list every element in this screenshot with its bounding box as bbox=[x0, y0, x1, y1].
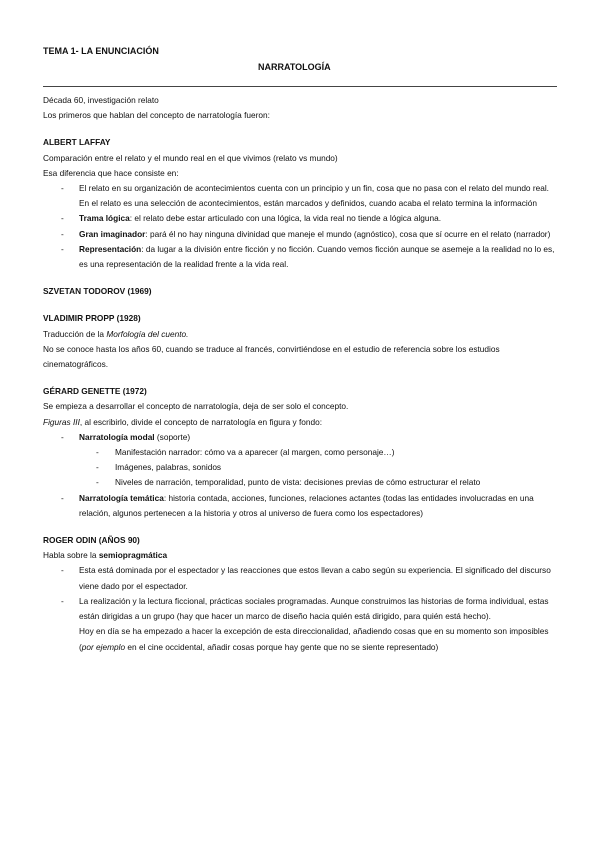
term-bold: Trama lógica bbox=[79, 213, 130, 224]
list-item bbox=[43, 211, 557, 226]
list-item-text: (soporte) bbox=[154, 431, 191, 442]
text-span: , al escribirlo, divide el concepto de narratología en figura y fondo: bbox=[79, 416, 323, 427]
section-genette bbox=[43, 384, 557, 521]
sub-list-item: - Imágenes, palabras, sonidos bbox=[79, 460, 557, 475]
section-heading: GÉRARD GENETTE (1972) bbox=[43, 386, 147, 397]
book-title-italic: Morfología del cuento. bbox=[106, 328, 189, 339]
section-heading: ALBERT LAFFAY bbox=[43, 137, 111, 148]
list-item-text: : historia contada, acciones, funciones, relaciones actantes (todas las entidades involucradas en una relación, algunos pertenecen a la historia y otros al universo de fuera como los espectadores) bbox=[79, 492, 534, 518]
section-laffay bbox=[43, 135, 557, 272]
list-item-text: : da lugar a la división entre ficción y no ficción. Cuando vemos ficción aunque se asemeje a la realidad no lo es, es una representación de la realidad frente a la vida real. bbox=[79, 243, 555, 270]
list-item bbox=[43, 491, 557, 521]
list-item-text: : el relato debe estar articulado con una lógica, la vida real no tiende a lógica alguna. bbox=[129, 213, 442, 224]
section-heading: VLADIMIR PROPP (1928) bbox=[43, 313, 141, 324]
paragraph: Comparación entre el relato y el mundo real en el que vivimos (relato vs mundo) bbox=[43, 152, 338, 163]
paragraph bbox=[43, 548, 557, 563]
section-propp bbox=[43, 311, 557, 372]
list-item bbox=[43, 227, 557, 242]
list-item-text: Hoy en día se ha empezado a hacer la excepción de esta direccionalidad, añadiendo cosas que en su momento son imposibles ( bbox=[79, 626, 549, 652]
text-span: Traducción de la bbox=[43, 328, 107, 339]
list-item bbox=[43, 181, 557, 211]
document-body bbox=[43, 93, 557, 655]
paragraph: No se conoce hasta los años 60, cuando se traduce al francés, convirtiéndose en el estudio de referencia sobre los estudios cinematográficos. bbox=[43, 343, 500, 370]
list-item-text: : pará él no hay ninguna divinidad que maneje el mundo (agnóstico), cosa que sí ocurre en el relato (narrador) bbox=[145, 228, 551, 239]
dash-list bbox=[43, 430, 557, 521]
paragraph: Esa diferencia que hace consiste en: bbox=[43, 167, 179, 178]
header-divider bbox=[43, 86, 557, 87]
text-span: Habla sobre la bbox=[43, 550, 99, 561]
paragraph: Se empieza a desarrollar el concepto de narratología, deja de ser solo el concepto. bbox=[43, 401, 349, 412]
section-heading: SZVETAN TODOROV (1969) bbox=[43, 286, 152, 297]
list-item bbox=[43, 594, 557, 655]
dash-list bbox=[43, 181, 557, 272]
list-item bbox=[43, 242, 557, 272]
term-bold: Narratología temática bbox=[79, 492, 164, 503]
paragraph bbox=[43, 415, 557, 430]
section-todorov bbox=[43, 284, 557, 299]
paragraph bbox=[43, 327, 557, 342]
sub-list bbox=[79, 445, 557, 491]
term-bold: Representación bbox=[79, 243, 142, 254]
document-subtitle: NARRATOLOGÍA bbox=[258, 62, 331, 72]
sub-list-item: - Niveles de narración, temporalidad, punto de vista: decisiones previas de cómo estructurar el relato bbox=[79, 475, 557, 490]
italic-term: por ejemplo bbox=[81, 641, 126, 652]
sub-list-item: - Manifestación narrador: cómo va a aparecer (al margen, como personaje…) bbox=[79, 445, 557, 460]
section-odin bbox=[43, 533, 557, 655]
intro-line: Década 60, investigación relato bbox=[43, 95, 159, 105]
list-item-text: en el cine occidental, añadir cosas porque hay gente que no se siente representado) bbox=[125, 641, 439, 652]
dash-list bbox=[43, 563, 557, 654]
list-item-text: El relato en su organización de acontecimientos cuenta con un principio y un fin, cosa que no pasa con el relato del mundo real. En el relato es una selección de acontecimientos, están marcados y definidos, cuando acaba el relato termina la información bbox=[79, 183, 549, 209]
document-title: TEMA 1- LA ENUNCIACIÓN bbox=[43, 46, 159, 56]
book-title-italic: Figuras III bbox=[43, 416, 80, 427]
term-bold: semiopragmática bbox=[98, 550, 168, 561]
list-item bbox=[43, 430, 557, 491]
list-item-text: La realización y la lectura ficcional, prácticas sociales programadas. Aunque construimos las historias de forma individual, estas están dirigidas a un grupo (hay que hacer un marco de diseño hacia quién está dirigido, para quién está hecho). bbox=[79, 595, 549, 622]
list-item: - Esta está dominada por el espectador y las reacciones que estos llevan a cabo según su experiencia. El significado del discurso viene dado por el espectador. bbox=[43, 563, 557, 593]
section-heading: ROGER ODIN (AÑOS 90) bbox=[43, 535, 140, 546]
term-bold: Narratología modal bbox=[79, 431, 155, 442]
intro-line: Los primeros que hablan del concepto de narratología fueron: bbox=[43, 110, 270, 121]
term-bold: Gran imaginador bbox=[79, 228, 146, 239]
